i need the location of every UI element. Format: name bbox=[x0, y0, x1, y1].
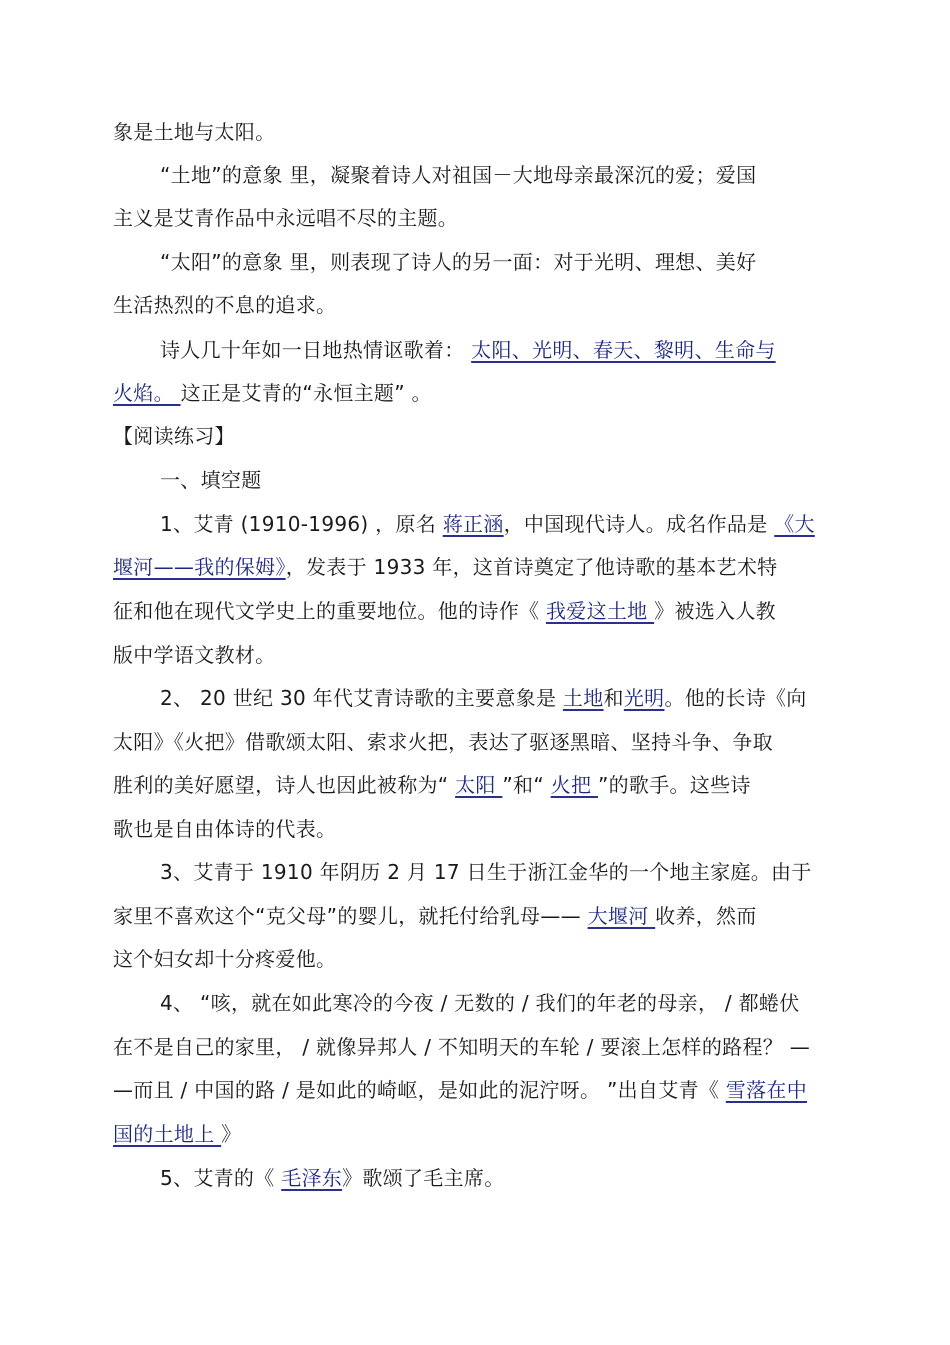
underlined-answer: 国的土地上 bbox=[113, 1122, 222, 1146]
question-3: 3、艾青于 1910 年阴历 2 月 17 日生于浙江金华的一个地主家庭。由于 bbox=[160, 860, 812, 884]
underlined-answer: 火焰。 bbox=[113, 381, 181, 405]
question-2: 2、 20 世纪 30 年代艾青诗歌的主要意象是 土地和光明。他的长诗《向 bbox=[160, 686, 807, 710]
underlined-answer: 光明 bbox=[623, 686, 665, 710]
underlined-answer: 雪落在中 bbox=[725, 1078, 807, 1102]
underlined-answer: 太阳、光明、春天、黎明、生命与 bbox=[471, 338, 776, 362]
text-line: 征和他在现代文学史上的重要地位。他的诗作《 我爱这土地 》被选入人教 bbox=[113, 599, 776, 623]
text-line: 火焰。 这正是艾青的“永恒主题” 。 bbox=[113, 381, 432, 405]
underlined-answer: 《大 bbox=[774, 512, 815, 536]
underlined-answer: 我爱这土地 bbox=[545, 599, 655, 623]
question-1: 1、艾青 (1910-1996) ，原名 蒋正涵，中国现代诗人。成名作品是 《大 bbox=[160, 512, 815, 536]
text-line: 版中学语文教材。 bbox=[113, 643, 276, 667]
text-line: 主义是艾青作品中永远唱不尽的主题。 bbox=[113, 206, 459, 230]
underlined-answer: 毛泽东 bbox=[281, 1166, 343, 1190]
underlined-answer: 蒋正涵 bbox=[442, 512, 504, 536]
text-line: “土地”的意象 里，凝聚着诗人对祖国－大地母亲最深沉的爱；爱国 bbox=[160, 163, 757, 187]
section-heading: 【阅读练习】 bbox=[113, 424, 235, 448]
text-line: 歌也是自由体诗的代表。 bbox=[113, 817, 337, 841]
text-line: 堰河——我的保姆》，发表于 1933 年，这首诗奠定了他诗歌的基本艺术特 bbox=[113, 555, 778, 579]
text-line: 胜利的美好愿望，诗人也因此被称为“ 太阳 ”和“ 火把 ”的歌手。这些诗 bbox=[113, 773, 751, 797]
underlined-answer: 大堰河 bbox=[587, 904, 656, 928]
text-line: 家里不喜欢这个“克父母”的婴儿，就托付给乳母—— 大堰河 收养，然而 bbox=[113, 904, 757, 928]
underlined-answer: 堰河——我的保姆》 bbox=[113, 555, 286, 579]
text-line: 在不是自己的家里， / 就像异邦人 / 不知明天的车轮 / 要滚上怎样的路程？ — bbox=[113, 1035, 811, 1059]
question-5: 5、艾青的《 毛泽东》歌颂了毛主席。 bbox=[160, 1166, 505, 1190]
text-line: 生活热烈的不息的追求。 bbox=[113, 293, 337, 317]
subsection-heading: 一、填空题 bbox=[160, 468, 262, 492]
underlined-answer: 土地 bbox=[562, 686, 604, 710]
text-line: 诗人几十年如一日地热情讴歌着： 太阳、光明、春天、黎明、生命与 bbox=[160, 338, 776, 362]
text-line: “太阳”的意象 里，则表现了诗人的另一面：对于光明、理想、美好 bbox=[160, 250, 757, 274]
text-line: 太阳》《火把》借歌颂太阳、索求火把，表达了驱逐黑暗、坚持斗争、争取 bbox=[113, 730, 773, 754]
underlined-answer: 太阳 bbox=[455, 773, 503, 797]
underlined-answer: 火把 bbox=[550, 773, 598, 797]
text-line: —而且 / 中国的路 / 是如此的崎岖，是如此的泥泞呀。 ”出自艾青《 雪落在中 bbox=[113, 1078, 807, 1102]
text-line: 这个妇女却十分疼爱他。 bbox=[113, 947, 337, 971]
question-4: 4、 “咳，就在如此寒冷的今夜 / 无数的 / 我们的年老的母亲， / 都蜷伏 bbox=[160, 991, 800, 1015]
text-line: 国的土地上 》 bbox=[113, 1122, 242, 1146]
text-line: 象是土地与太阳。 bbox=[113, 120, 276, 144]
